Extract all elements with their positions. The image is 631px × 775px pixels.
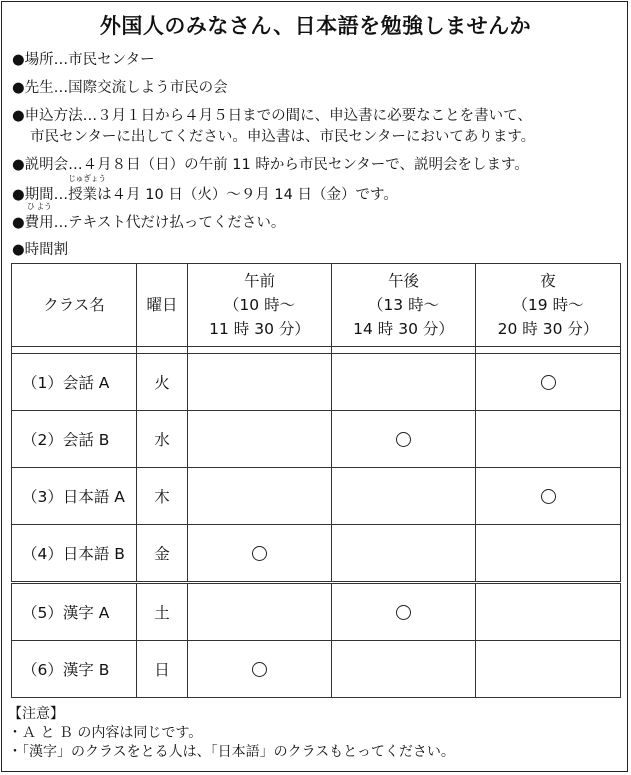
table-row [12, 583, 621, 641]
evening-cell [476, 411, 621, 468]
info-label: 先生 [24, 80, 54, 96]
bullet: ● [12, 242, 25, 258]
header-afternoon-end: 14 時 30 分） [353, 320, 454, 338]
info-label: 期間 [24, 187, 54, 203]
header-evening-start: （19 時〜 [512, 296, 584, 314]
info-location [12, 48, 155, 69]
evening-cell [476, 641, 621, 698]
table-row [12, 525, 621, 583]
info-text: …テキスト代だけ払ってください。 [53, 215, 286, 231]
header-morning-start: （10 時〜 [223, 296, 296, 314]
info-label: 説明会 [24, 157, 69, 173]
morning-cell [188, 525, 332, 583]
ruby-base: 授業 [68, 187, 98, 203]
class-name-cell: （5）漢字 A [12, 583, 137, 641]
note-item: ・「漢字」のクラスをとる人は、「日本語」のクラスもとってください。 [8, 744, 455, 760]
bullet: ● [12, 108, 25, 124]
table-header-row [12, 264, 621, 347]
header-spacer-row [12, 347, 621, 354]
note-item: ・Ａ と Ｂ の内容は同じです。 [8, 725, 203, 741]
info-text: …市民センター [53, 52, 155, 68]
header-afternoon [332, 264, 476, 347]
info-cost [12, 202, 286, 232]
morning-cell [188, 354, 332, 411]
header-morning [188, 264, 332, 347]
morning-cell [188, 411, 332, 468]
table-row [12, 354, 621, 411]
class-name-cell: （2）会話 B [12, 411, 137, 468]
ruby-word [24, 202, 54, 232]
afternoon-cell [332, 468, 476, 525]
afternoon-cell [332, 411, 476, 468]
circle-mark-icon [252, 546, 267, 561]
day-cell: 土 [137, 583, 188, 641]
afternoon-cell [332, 525, 476, 583]
furigana: じゅぎょう [68, 174, 106, 183]
schedule-table [11, 263, 621, 698]
header-morning-end: 11 時 30 分） [209, 320, 310, 338]
page-title: 外国人のみなさん、日本語を勉強しませんか [99, 14, 532, 38]
info-text-rest: は４月 10 日（火）〜９月 14 日（金）です。 [97, 187, 398, 203]
table-row [12, 641, 621, 698]
info-apply-line2: 市民センターに出してください。申込書は、市民センターにおいてあります。 [30, 129, 536, 145]
notes-heading: 【注意】 [8, 706, 64, 722]
header-evening-end: 20 時 30 分） [497, 320, 599, 338]
info-label: 時間割 [24, 242, 69, 258]
info-teacher [12, 76, 228, 97]
header-morning-label: 午前 [243, 272, 275, 290]
evening-cell [476, 525, 621, 583]
ruby-word [68, 174, 106, 204]
class-name-cell: （4）日本語 B [12, 525, 137, 583]
day-cell: 金 [137, 525, 188, 583]
bullet: ● [12, 215, 25, 231]
header-afternoon-label: 午後 [387, 272, 419, 290]
morning-cell [188, 468, 332, 525]
bullet: ● [12, 187, 25, 203]
info-text: …国際交流しよう市民の会 [53, 80, 228, 96]
info-text: …４月８日（日）の午前 11 時から市民センターで、説明会をします。 [68, 157, 529, 173]
bullet: ● [12, 80, 25, 96]
evening-cell [476, 468, 621, 525]
day-cell: 火 [137, 354, 188, 411]
day-cell: 木 [137, 468, 188, 525]
circle-mark-icon [541, 489, 556, 504]
table-row [12, 411, 621, 468]
furigana: ひ よう [26, 202, 52, 211]
circle-mark-icon [396, 432, 411, 447]
header-day: 曜日 [137, 264, 188, 347]
afternoon-cell [332, 354, 476, 411]
header-evening [476, 264, 621, 347]
notes [8, 705, 455, 762]
info-briefing [12, 153, 529, 174]
info-apply [12, 104, 532, 125]
evening-cell [476, 354, 621, 411]
class-name-cell: （1）会話 A [12, 354, 137, 411]
info-text: …３月１日から４月５日までの間に、申込書に必要なことを書いて、 [82, 108, 532, 124]
afternoon-cell [332, 583, 476, 641]
bullet: ● [12, 52, 25, 68]
header-afternoon-start: （13 時〜 [367, 296, 440, 314]
info-label: 費用 [24, 215, 54, 231]
evening-cell [476, 583, 621, 641]
info-label: 申込方法 [24, 108, 83, 124]
info-schedule [12, 238, 68, 259]
day-cell: 日 [137, 641, 188, 698]
header-evening-label: 夜 [540, 272, 556, 290]
info-period [12, 174, 398, 204]
circle-mark-icon [541, 375, 556, 390]
info-text: … [53, 187, 69, 203]
afternoon-cell [332, 641, 476, 698]
morning-cell [188, 583, 332, 641]
class-name-cell: （6）漢字 B [12, 641, 137, 698]
circle-mark-icon [396, 605, 411, 620]
circle-mark-icon [252, 662, 267, 677]
class-name-cell: （3）日本語 A [12, 468, 137, 525]
day-cell: 水 [137, 411, 188, 468]
header-class: クラス名 [12, 264, 137, 347]
info-label: 場所 [24, 52, 54, 68]
table-row [12, 468, 621, 525]
bullet: ● [12, 157, 25, 173]
morning-cell [188, 641, 332, 698]
